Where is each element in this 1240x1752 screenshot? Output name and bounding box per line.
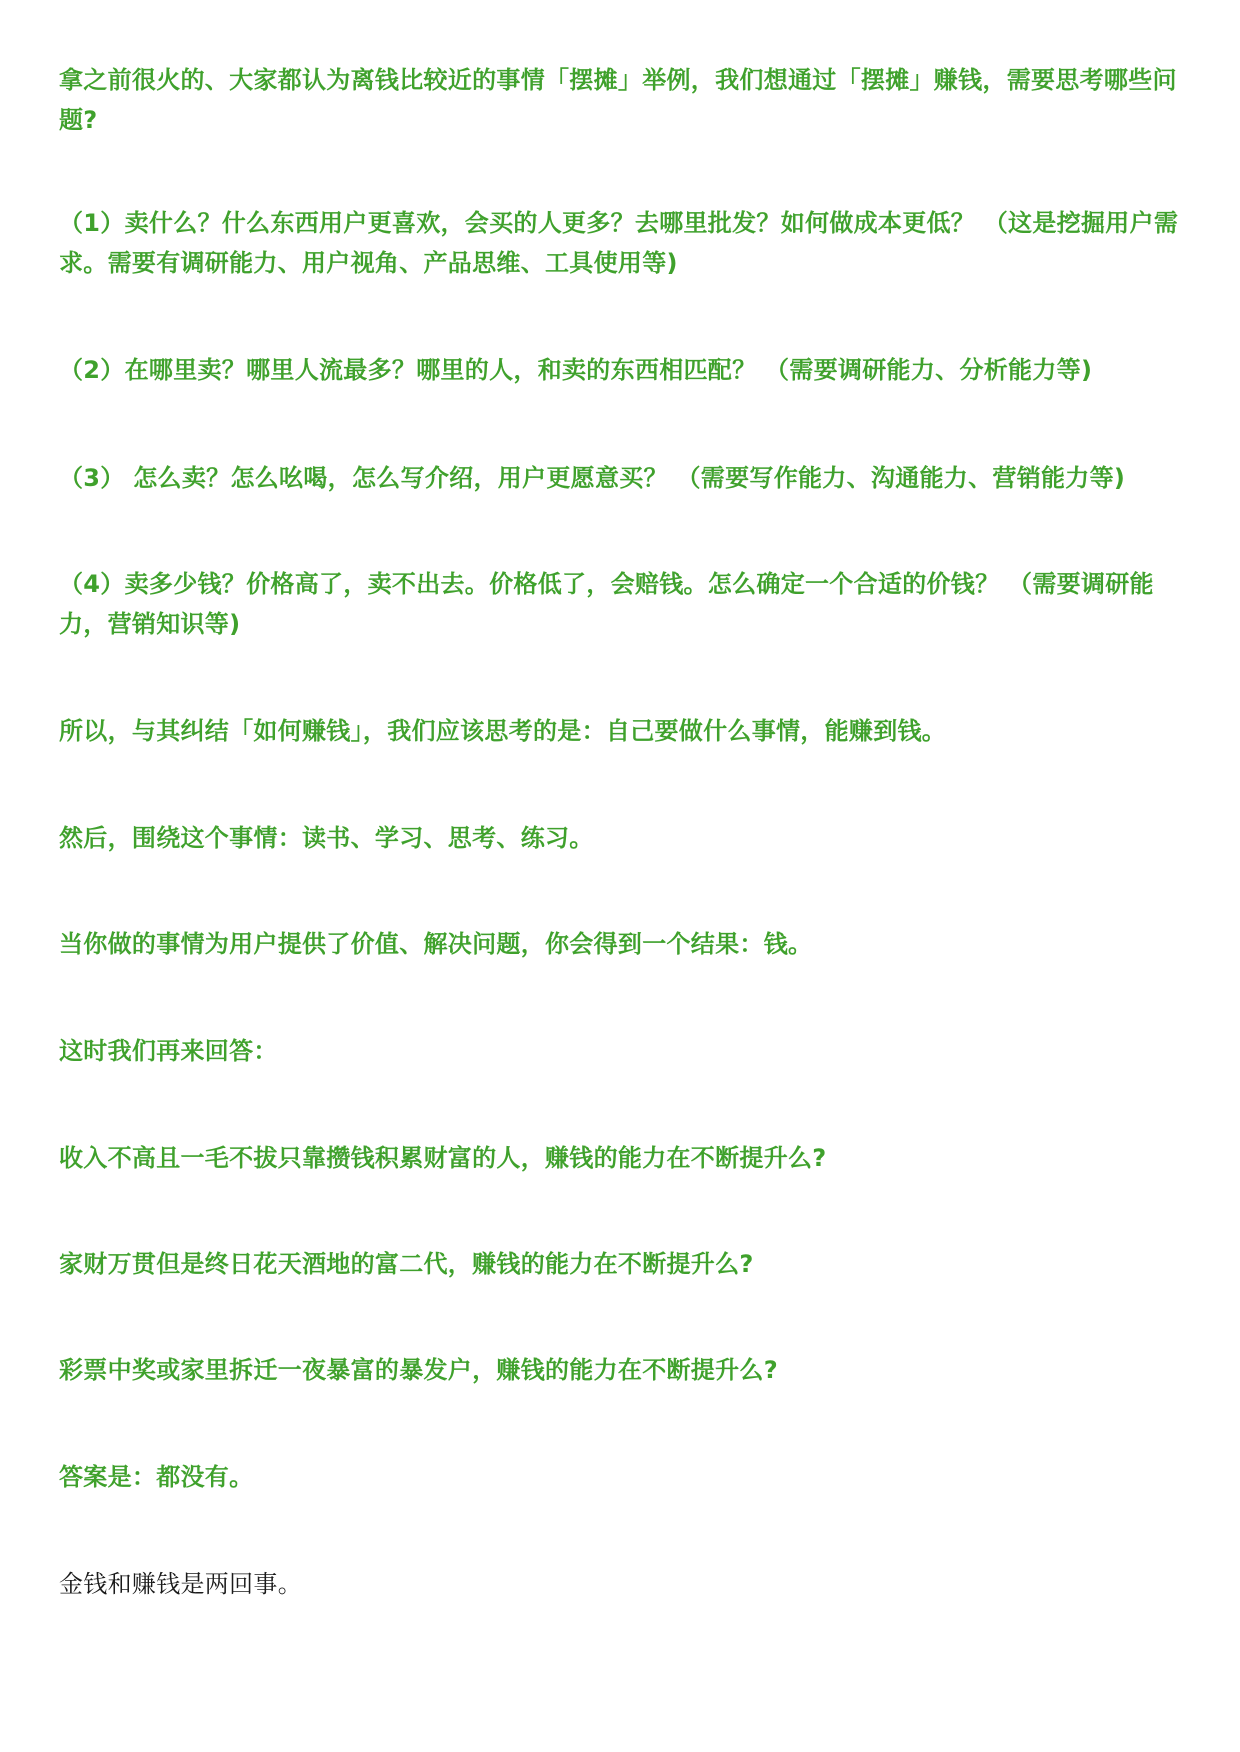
closing-paragraph: 金钱和赚钱是两回事。 <box>59 1570 302 1598</box>
answer-intro-paragraph: 这时我们再来回答： <box>59 1037 278 1065</box>
conclusion-paragraph: 所以，与其纠结「如何赚钱」，我们应该思考的是：自己要做什么事情，能赚到钱。 <box>59 717 947 745</box>
question-2-paragraph: 家财万贯但是终日花天酒地的富二代，赚钱的能力在不断提升么? <box>59 1250 754 1278</box>
question-3-paragraph: 彩票中奖或家里拆迁一夜暴富的暴发户，赚钱的能力在不断提升么? <box>59 1356 778 1384</box>
point-2-paragraph: （2）在哪里卖？哪里人流最多？哪里的人，和卖的东西相匹配？ （需要调研能力、分析能力等) <box>59 356 1093 384</box>
point-3-paragraph: （3） 怎么卖？怎么吆喝，怎么写介绍，用户更愿意买？ （需要写作能力、沟通能力、营销能力等) <box>59 464 1126 492</box>
point-1-paragraph: （1）卖什么？什么东西用户更喜欢，会买的人更多？去哪里批发？如何做成本更低？ （这是挖掘用户需求。需要有调研能力、用户视角、产品思维、工具使用等) <box>59 209 1179 277</box>
then-paragraph: 然后，围绕这个事情：读书、学习、思考、练习。 <box>59 824 594 852</box>
point-4-paragraph: （4）卖多少钱？价格高了，卖不出去。价格低了，会赔钱。怎么确定一个合适的价钱？ （需要调研能力，营销知识等) <box>59 570 1154 638</box>
answer-paragraph: 答案是：都没有。 <box>59 1463 254 1491</box>
result-paragraph: 当你做的事情为用户提供了价值、解决问题，你会得到一个结果：钱。 <box>59 930 813 958</box>
intro-paragraph: 拿之前很火的、大家都认为离钱比较近的事情「摆摊」举例，我们想通过「摆摊」赚钱，需要思考哪些问题? <box>59 66 1177 134</box>
question-1-paragraph: 收入不高且一毛不拔只靠攒钱积累财富的人，赚钱的能力在不断提升么? <box>59 1144 827 1172</box>
